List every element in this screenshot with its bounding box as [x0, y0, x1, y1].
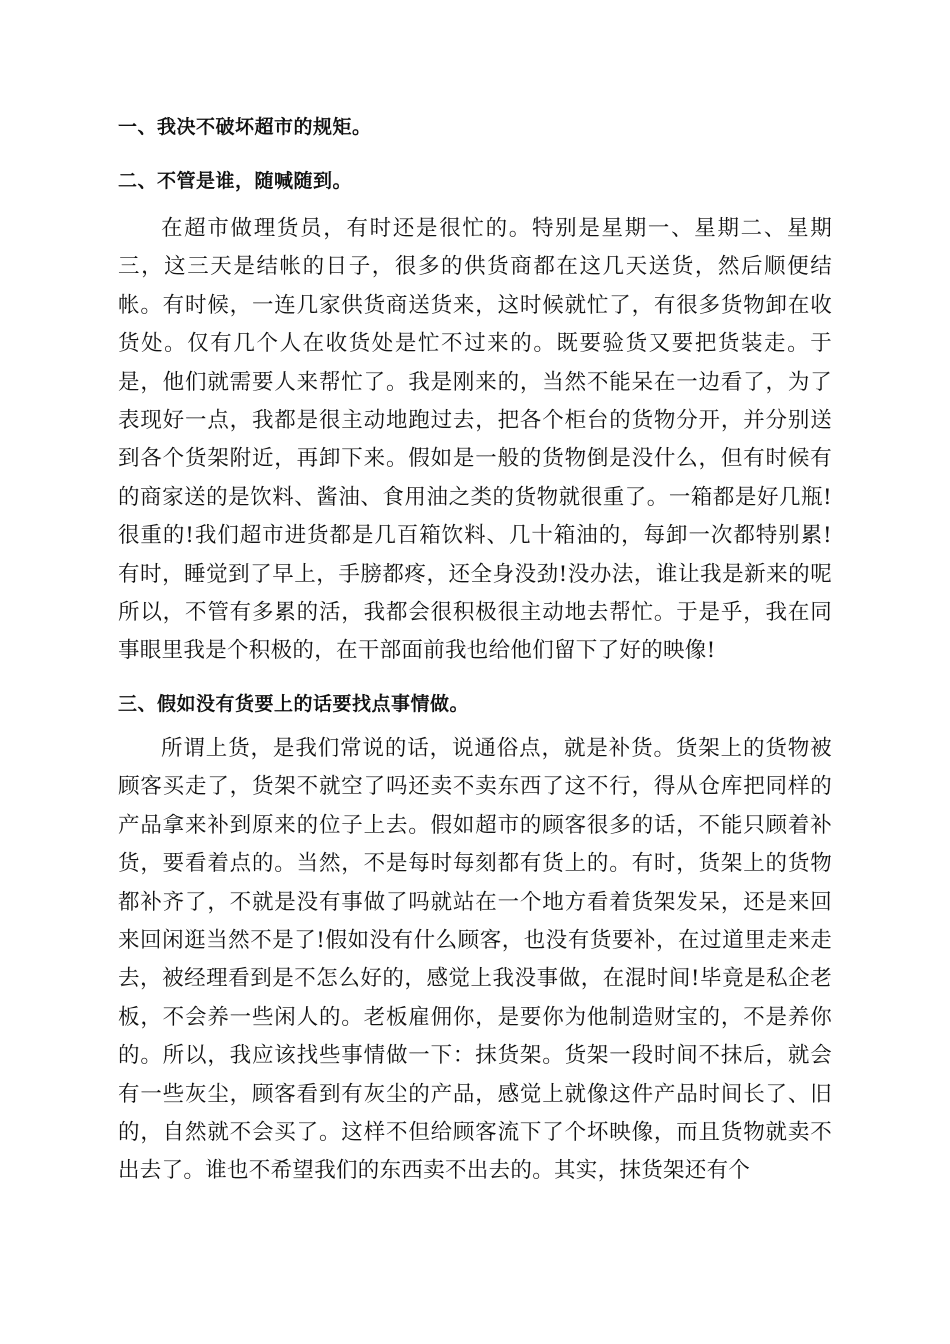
section-heading-2: 二、不管是谁，随喊随到。 [118, 170, 353, 192]
section-heading-1: 一、我决不破坏超市的规矩。 [118, 116, 372, 138]
document-body [118, 112, 832, 1191]
paragraph-restocking: 所谓上货，是我们常说的话，说通俗点，就是补货。货架上的货物被顾客买走了，货架不就空了吗还卖不卖东西了这不行，得从仓库把同样的产品拿来补到原来的位子上去。假如超市的顾客很多的话，不能只顾着补货，要看着点的。当然，不是每时每刻都有货上的。有时，货架上的货物都补齐了，不就是没有事做了吗就站在一个地方看着货架发呆，还是来回来回闲逛当然不是了!假如没有什么顾客，也没有货要补，在过道里走来走去，被经理看到是不怎么好的，感觉上我没事做，在混时间!毕竟是私企老板，不会养一些闲人的。老板雇佣你，是要你为他制造财宝的，不是养你的。所以，我应该找些事情做一下：抹货架。货架一段时间不抹后，就会有一些灰尘，顾客看到有灰尘的产品，感觉上就像这件产品时间长了、旧的，自然就不会买了。这样不但给顾客流下了个坏映像，而且货物就卖不出去了。谁也不希望我们的东西卖不出去的。其实，抹货架还有个 [118, 735, 832, 1184]
paragraph-helping-unload: 在超市做理货员，有时还是很忙的。特别是星期一、星期二、星期三，这三天是结帐的日子，很多的供货商都在这几天送货，然后顺便结帐。有时候，一连几家供货商送货来，这时候就忙了，有很多货物卸在收货处。仅有几个人在收货处是忙不过来的。既要验货又要把货装走。于是，他们就需要人来帮忙了。我是刚来的，当然不能呆在一边看了，为了表现好一点，我都是很主动地跑过去，把各个柜台的货物分开，并分别送到各个货架附近，再卸下来。假如是一般的货物倒是没什么，但有时候有的商家送的是饮料、酱油、食用油之类的货物就很重了。一箱都是好几瓶!很重的!我们超市进货都是几百箱饮料、几十箱油的，每卸一次都特别累!有时，睡觉到了早上，手膀都疼，还全身没劲!没办法，谁让我是新来的呢所以，不管有多累的活，我都会很积极很主动地去帮忙。于是乎，我在同事眼里我是个积极的，在干部面前我也给他们留下了好的映像! [118, 216, 832, 664]
section-heading-3: 三、假如没有货要上的话要找点事情做。 [118, 692, 470, 715]
